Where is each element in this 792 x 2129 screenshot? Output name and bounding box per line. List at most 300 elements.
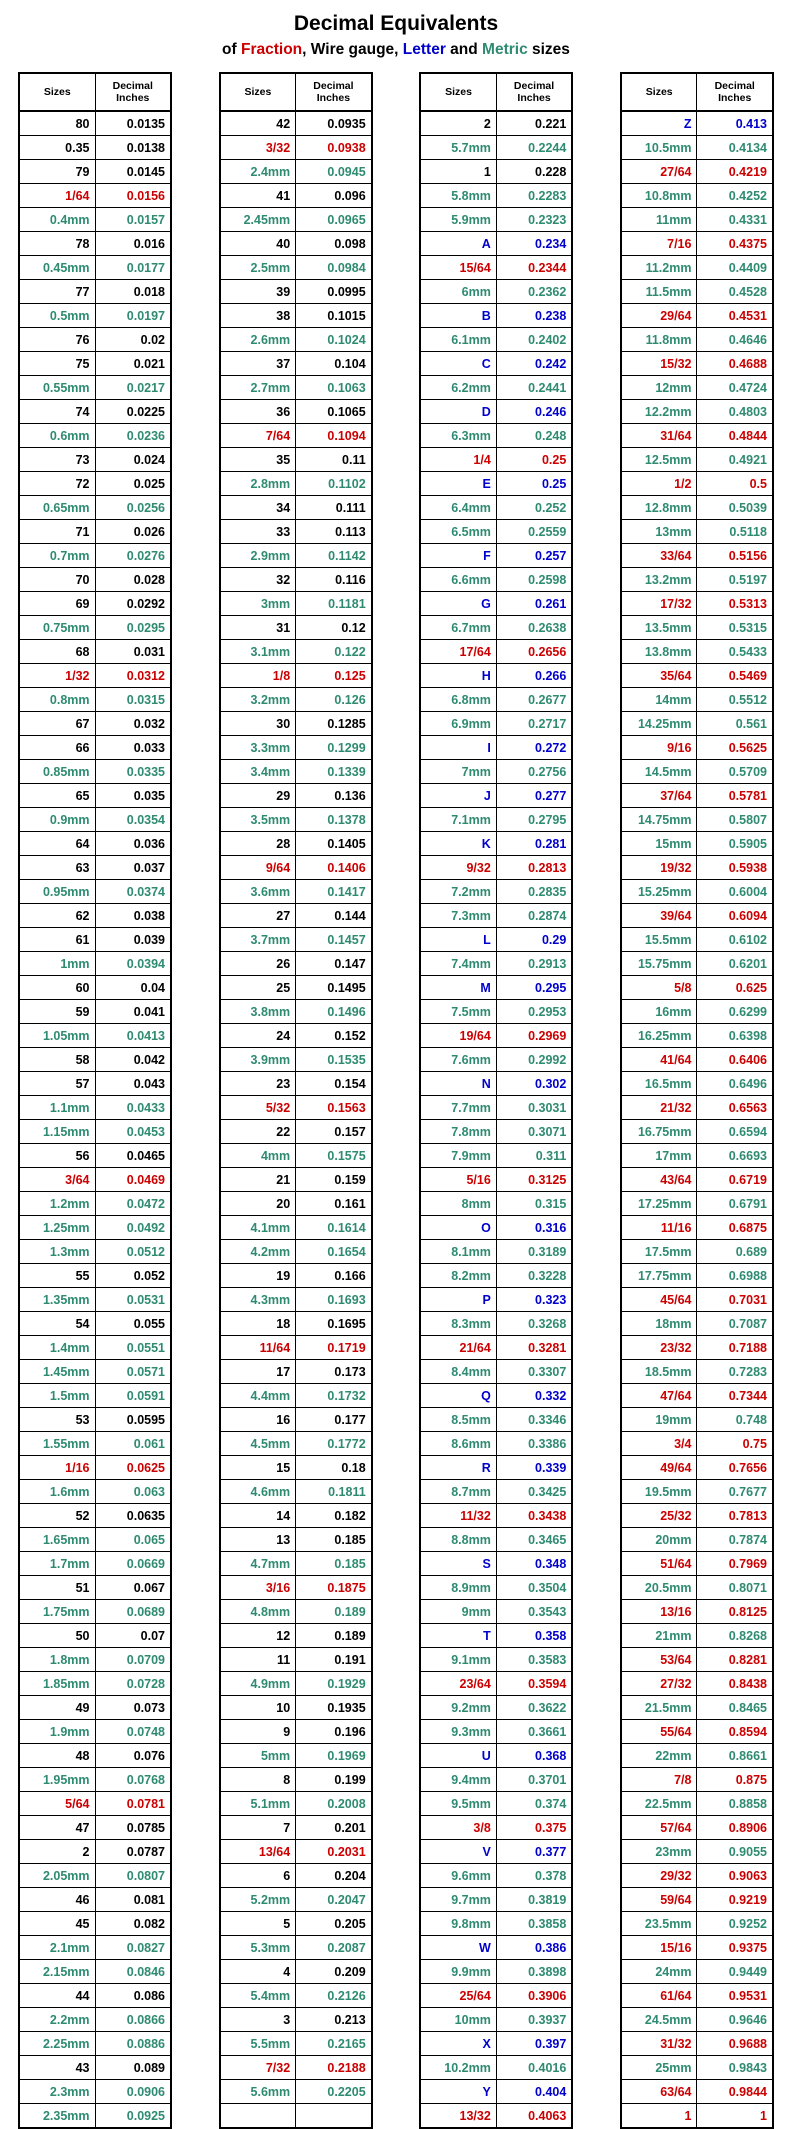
table-row	[621, 280, 773, 304]
decimal-inches-cell: 0.173	[296, 1360, 372, 1384]
header-sizes: Sizes	[420, 73, 496, 111]
table-row	[220, 1624, 372, 1648]
table-row	[220, 1336, 372, 1360]
decimal-inches-cell: 0.031	[95, 640, 171, 664]
table-row	[19, 208, 171, 232]
decimal-inches-cell: 0.1654	[296, 1240, 372, 1264]
table-row	[621, 1312, 773, 1336]
decimal-inches-cell: 0.2559	[496, 520, 572, 544]
size-cell: 0.5mm	[19, 304, 95, 328]
size-cell: 25mm	[621, 2056, 697, 2080]
decimal-inches-cell: 0.185	[296, 1552, 372, 1576]
size-cell: 39	[220, 280, 296, 304]
size-cell: 2.7mm	[220, 376, 296, 400]
decimal-inches-cell: 0.2205	[296, 2080, 372, 2104]
table-row	[621, 1600, 773, 1624]
decimal-inches-cell: 0.0938	[296, 136, 372, 160]
decimal-inches-cell: 0.0177	[95, 256, 171, 280]
size-cell: V	[420, 1840, 496, 1864]
decimal-inches-cell: 0.113	[296, 520, 372, 544]
size-cell: 27	[220, 904, 296, 928]
size-cell: 7/32	[220, 2056, 296, 2080]
size-cell: 24.5mm	[621, 2008, 697, 2032]
size-cell: 3.7mm	[220, 928, 296, 952]
decimal-inches-cell: 0.0256	[95, 496, 171, 520]
size-cell: 49/64	[621, 1456, 697, 1480]
table-row	[621, 232, 773, 256]
size-cell: 2.35mm	[19, 2104, 95, 2129]
size-cell: 1/64	[19, 184, 95, 208]
decimal-inches-cell: 0.1495	[296, 976, 372, 1000]
table-row	[19, 256, 171, 280]
decimal-inches-cell: 0.7656	[697, 1456, 773, 1480]
table-row	[621, 544, 773, 568]
table-header-row	[19, 73, 171, 111]
decimal-inches-cell: 0.0354	[95, 808, 171, 832]
decimal-inches-cell: 0.0453	[95, 1120, 171, 1144]
table-row	[621, 304, 773, 328]
decimal-inches-cell: 0.6719	[697, 1168, 773, 1192]
table-row	[19, 472, 171, 496]
decimal-inches-cell: 0.1772	[296, 1432, 372, 1456]
decimal-inches-cell: 0.3438	[496, 1504, 572, 1528]
size-cell: 10	[220, 1696, 296, 1720]
decimal-inches-cell: 0.4409	[697, 256, 773, 280]
decimal-inches-cell: 0.4528	[697, 280, 773, 304]
decimal-inches-cell: 0.311	[496, 1144, 572, 1168]
size-cell: 31/32	[621, 2032, 697, 2056]
size-cell: 0.85mm	[19, 760, 95, 784]
table-row	[220, 1168, 372, 1192]
decimal-inches-cell: 0.4331	[697, 208, 773, 232]
decimal-inches-cell: 0.261	[496, 592, 572, 616]
decimal-inches-cell: 0.111	[296, 496, 372, 520]
size-cell: E	[420, 472, 496, 496]
table-row	[220, 664, 372, 688]
table-row	[621, 208, 773, 232]
size-cell: 47/64	[621, 1384, 697, 1408]
size-cell: 9.4mm	[420, 1768, 496, 1792]
decimal-inches-cell: 0.8594	[697, 1720, 773, 1744]
size-cell: 11/16	[621, 1216, 697, 1240]
size-cell: 15/32	[621, 352, 697, 376]
size-cell: 3.6mm	[220, 880, 296, 904]
size-cell: 1.9mm	[19, 1720, 95, 1744]
size-cell: 29/32	[621, 1864, 697, 1888]
decimal-inches-cell: 0.1024	[296, 328, 372, 352]
table-row	[19, 1168, 171, 1192]
table-row	[220, 1312, 372, 1336]
decimal-inches-cell: 0.161	[296, 1192, 372, 1216]
size-cell: 21	[220, 1168, 296, 1192]
header-sizes: Sizes	[19, 73, 95, 111]
table-row	[19, 1360, 171, 1384]
decimal-inches-cell: 0.5039	[697, 496, 773, 520]
subtitle-wire-gauge: Wire gauge	[310, 41, 395, 58]
table-row	[621, 1432, 773, 1456]
size-cell: 1.7mm	[19, 1552, 95, 1576]
size-cell: 75	[19, 352, 95, 376]
decimal-inches-cell: 0.0145	[95, 160, 171, 184]
decimal-inches-cell: 0.3661	[496, 1720, 572, 1744]
table-row	[220, 1240, 372, 1264]
size-cell: 5/32	[220, 1096, 296, 1120]
size-cell: 19.5mm	[621, 1480, 697, 1504]
decimal-inches-cell: 0.096	[296, 184, 372, 208]
decimal-inches-cell: 0.2031	[296, 1840, 372, 1864]
size-cell: 2.5mm	[220, 256, 296, 280]
decimal-inches-cell: 0.0625	[95, 1456, 171, 1480]
decimal-inches-cell: 0.2344	[496, 256, 572, 280]
table-row	[420, 1912, 572, 1936]
size-cell: 7/16	[621, 232, 697, 256]
decimal-inches-cell: 0.6594	[697, 1120, 773, 1144]
header-decimal-inches	[697, 73, 773, 111]
decimal-inches-cell: 0.281	[496, 832, 572, 856]
size-cell: 13.2mm	[621, 568, 697, 592]
table-row	[19, 592, 171, 616]
size-cell: 34	[220, 496, 296, 520]
table-row	[621, 904, 773, 928]
size-cell: 51/64	[621, 1552, 697, 1576]
size-cell: 19mm	[621, 1408, 697, 1432]
decimal-inches-cell: 0.4375	[697, 232, 773, 256]
table-row	[420, 1984, 572, 2008]
decimal-inches-cell: 0.228	[496, 160, 572, 184]
table-row	[19, 1576, 171, 1600]
decimal-inches-cell: 0.0768	[95, 1768, 171, 1792]
size-cell: A	[420, 232, 496, 256]
decimal-inches-cell: 0.3125	[496, 1168, 572, 1192]
table-row	[420, 1672, 572, 1696]
table-row	[621, 1576, 773, 1600]
table-row	[621, 712, 773, 736]
table-row	[19, 1888, 171, 1912]
table-row	[19, 2032, 171, 2056]
decimal-inches-cell: 0.2992	[496, 1048, 572, 1072]
table-row	[19, 1912, 171, 1936]
subtitle-metric: Metric	[482, 41, 528, 58]
table-row	[220, 2104, 372, 2129]
table-row	[220, 568, 372, 592]
size-cell: 17.25mm	[621, 1192, 697, 1216]
decimal-inches-cell: 0.8438	[697, 1672, 773, 1696]
decimal-inches-cell: 0.4646	[697, 328, 773, 352]
decimal-inches-cell: 0.081	[95, 1888, 171, 1912]
table-row	[420, 1768, 572, 1792]
table-row	[621, 1768, 773, 1792]
decimal-inches-cell: 0.2047	[296, 1888, 372, 1912]
size-cell: 11	[220, 1648, 296, 1672]
decimal-inches-cell: 0.1142	[296, 544, 372, 568]
decimal-inches-cell: 0.1339	[296, 760, 372, 784]
size-cell: 77	[19, 280, 95, 304]
table-row	[420, 1480, 572, 1504]
decimal-inches-cell: 0.7188	[697, 1336, 773, 1360]
size-cell: T	[420, 1624, 496, 1648]
table-row	[621, 376, 773, 400]
size-cell: 4.7mm	[220, 1552, 296, 1576]
decimal-inches-cell: 0.032	[95, 712, 171, 736]
size-cell: 0.75mm	[19, 616, 95, 640]
table-row	[621, 520, 773, 544]
table-row	[420, 520, 572, 544]
size-cell: I	[420, 736, 496, 760]
size-cell: 8.4mm	[420, 1360, 496, 1384]
table-row	[19, 712, 171, 736]
decimal-inches-cell: 0.3583	[496, 1648, 572, 1672]
size-cell: 14mm	[621, 688, 697, 712]
decimal-inches-cell: 0.0472	[95, 1192, 171, 1216]
size-cell: 19	[220, 1264, 296, 1288]
table-row	[621, 448, 773, 472]
size-cell: 2.45mm	[220, 208, 296, 232]
size-cell: 7.1mm	[420, 808, 496, 832]
decimal-inches-cell: 0.6791	[697, 1192, 773, 1216]
table-row	[19, 616, 171, 640]
table-row	[19, 1864, 171, 1888]
size-cell: 57	[19, 1072, 95, 1096]
table-row	[220, 184, 372, 208]
size-cell: R	[420, 1456, 496, 1480]
decimal-inches-cell: 0.0591	[95, 1384, 171, 1408]
decimal-inches-cell: 0.021	[95, 352, 171, 376]
table-row	[621, 1960, 773, 1984]
table-row	[420, 1384, 572, 1408]
table-row	[420, 1432, 572, 1456]
table-row	[420, 1744, 572, 1768]
size-cell: 1.75mm	[19, 1600, 95, 1624]
table-row	[621, 640, 773, 664]
decimal-inches-cell: 0.04	[95, 976, 171, 1000]
decimal-inches-cell: 0.3937	[496, 2008, 572, 2032]
size-cell: 3mm	[220, 592, 296, 616]
table-row	[220, 1120, 372, 1144]
size-cell: 12.8mm	[621, 496, 697, 520]
size-cell: 37	[220, 352, 296, 376]
size-cell: 5.2mm	[220, 1888, 296, 1912]
size-cell: 22	[220, 1120, 296, 1144]
decimal-inches-cell: 0.035	[95, 784, 171, 808]
size-cell: 8.8mm	[420, 1528, 496, 1552]
table-row	[621, 1744, 773, 1768]
size-cell: 3/4	[621, 1432, 697, 1456]
table-row	[19, 1840, 171, 1864]
table-row	[220, 328, 372, 352]
table-row	[19, 328, 171, 352]
size-cell: 7	[220, 1816, 296, 1840]
size-cell: 0.45mm	[19, 256, 95, 280]
table-row	[220, 880, 372, 904]
table-row	[220, 2008, 372, 2032]
size-cell: 41	[220, 184, 296, 208]
decimal-inches-cell: 0.038	[95, 904, 171, 928]
size-cell: 14.5mm	[621, 760, 697, 784]
decimal-inches-cell: 0.1102	[296, 472, 372, 496]
table-row	[420, 1024, 572, 1048]
size-cell: K	[420, 832, 496, 856]
size-cell: 2.4mm	[220, 160, 296, 184]
table-row	[621, 2008, 773, 2032]
size-cell: 9.7mm	[420, 1888, 496, 1912]
decimal-inches-cell: 0.397	[496, 2032, 572, 2056]
decimal-inches-cell: 0.0945	[296, 160, 372, 184]
decimal-inches-cell: 0.4531	[697, 304, 773, 328]
size-cell: 13.5mm	[621, 616, 697, 640]
size-cell: 68	[19, 640, 95, 664]
table-row	[220, 1528, 372, 1552]
table-row	[220, 1408, 372, 1432]
size-cell: 69	[19, 592, 95, 616]
size-cell: 55/64	[621, 1720, 697, 1744]
size-cell: 1.25mm	[19, 1216, 95, 1240]
table-row	[220, 952, 372, 976]
table-row	[220, 1696, 372, 1720]
size-cell: 51	[19, 1576, 95, 1600]
table-row	[220, 1840, 372, 1864]
decimal-inches-cell: 0.0315	[95, 688, 171, 712]
decimal-inches-cell: 0.0551	[95, 1336, 171, 1360]
size-cell: W	[420, 1936, 496, 1960]
decimal-inches-cell: 0.4724	[697, 376, 773, 400]
decimal-inches-cell: 0.9646	[697, 2008, 773, 2032]
table-row	[420, 880, 572, 904]
decimal-inches-cell: 0.104	[296, 352, 372, 376]
table-row	[19, 520, 171, 544]
decimal-inches-cell: 0.8071	[697, 1576, 773, 1600]
table-row	[19, 784, 171, 808]
decimal-inches-cell: 0.152	[296, 1024, 372, 1048]
size-cell: 3/8	[420, 1816, 496, 1840]
decimal-inches-cell: 0.016	[95, 232, 171, 256]
size-cell: Y	[420, 2080, 496, 2104]
table-row	[220, 616, 372, 640]
table-row	[621, 2080, 773, 2104]
decimal-inches-cell: 0.205	[296, 1912, 372, 1936]
decimal-inches-cell: 0.0156	[95, 184, 171, 208]
decimal-inches-cell: 0.1406	[296, 856, 372, 880]
size-cell: 27/64	[621, 160, 697, 184]
table-row	[621, 1192, 773, 1216]
subtitle-suffix: sizes	[527, 41, 570, 58]
table-row	[420, 2056, 572, 2080]
table-row	[420, 664, 572, 688]
decimal-inches-cell: 0.2244	[496, 136, 572, 160]
size-cell: 6.7mm	[420, 616, 496, 640]
decimal-inches-cell: 0.189	[296, 1624, 372, 1648]
table-row	[220, 1456, 372, 1480]
decimal-inches-cell: 0.295	[496, 976, 572, 1000]
decimal-inches-cell: 0.1285	[296, 712, 372, 736]
decimal-inches-cell: 0.042	[95, 1048, 171, 1072]
decimal-inches-cell: 0.0225	[95, 400, 171, 424]
table-row	[220, 1144, 372, 1168]
decimal-inches-cell: 0.5625	[697, 736, 773, 760]
decimal-inches-cell: 0.3594	[496, 1672, 572, 1696]
size-cell: 8.7mm	[420, 1480, 496, 1504]
decimal-inches-cell: 0.1693	[296, 1288, 372, 1312]
decimal-inches-cell: 0.6004	[697, 880, 773, 904]
size-cell: 25/64	[420, 1984, 496, 2008]
table-row	[220, 784, 372, 808]
size-cell: 24mm	[621, 1960, 697, 1984]
decimal-inches-cell: 0.3268	[496, 1312, 572, 1336]
size-cell: 10.8mm	[621, 184, 697, 208]
subtitle-prefix: of	[222, 41, 241, 58]
decimal-inches-cell: 0.2656	[496, 640, 572, 664]
table-row	[420, 1408, 572, 1432]
table-row	[621, 688, 773, 712]
table-row	[420, 856, 572, 880]
size-cell: 50	[19, 1624, 95, 1648]
decimal-inches-cell: 0.125	[296, 664, 372, 688]
size-cell: 0.55mm	[19, 376, 95, 400]
table-row	[19, 448, 171, 472]
table-row	[621, 472, 773, 496]
header-decimal-line-2: Inches	[718, 92, 752, 104]
size-cell: 7/8	[621, 1768, 697, 1792]
decimal-inches-cell: 0.5433	[697, 640, 773, 664]
decimal-inches-cell: 0.0935	[296, 111, 372, 136]
size-cell: 5/64	[19, 1792, 95, 1816]
table-row	[19, 1072, 171, 1096]
decimal-inches-cell: 0.2874	[496, 904, 572, 928]
size-cell: 12.2mm	[621, 400, 697, 424]
decimal-inches-cell: 0.75	[697, 1432, 773, 1456]
decimal-inches-cell: 0.5938	[697, 856, 773, 880]
size-cell: 11.2mm	[621, 256, 697, 280]
size-cell: 1.3mm	[19, 1240, 95, 1264]
decimal-inches-cell: 0.154	[296, 1072, 372, 1096]
table-row	[420, 376, 572, 400]
size-cell: 2.1mm	[19, 1936, 95, 1960]
decimal-inches-cell: 0.7813	[697, 1504, 773, 1528]
table-row	[420, 1312, 572, 1336]
table-row	[621, 952, 773, 976]
decimal-inches-cell: 0.4016	[496, 2056, 572, 2080]
size-cell: 17/32	[621, 592, 697, 616]
size-cell: 9.3mm	[420, 1720, 496, 1744]
table-row	[220, 1576, 372, 1600]
size-cell: 0.4mm	[19, 208, 95, 232]
table-row	[621, 1720, 773, 1744]
size-cell: 5	[220, 1912, 296, 1936]
size-cell: 21.5mm	[621, 1696, 697, 1720]
decimal-inches-cell: 0.0984	[296, 256, 372, 280]
size-cell: 2	[19, 1840, 95, 1864]
decimal-inches-cell: 0.1535	[296, 1048, 372, 1072]
table-row	[420, 256, 572, 280]
table-row	[420, 1576, 572, 1600]
table-row	[220, 1936, 372, 1960]
header-decimal-line-2: Inches	[116, 92, 150, 104]
decimal-inches-cell: 0.1969	[296, 1744, 372, 1768]
decimal-inches-cell: 0.348	[496, 1552, 572, 1576]
table-row	[621, 352, 773, 376]
decimal-inches-cell: 0.0292	[95, 592, 171, 616]
size-cell: 11mm	[621, 208, 697, 232]
decimal-inches-cell: 0.8281	[697, 1648, 773, 1672]
decimal-inches-cell: 0.4688	[697, 352, 773, 376]
table-row	[621, 1048, 773, 1072]
decimal-inches-cell: 0.024	[95, 448, 171, 472]
decimal-inches-cell: 0.043	[95, 1072, 171, 1096]
decimal-inches-cell: 0.2087	[296, 1936, 372, 1960]
table-row	[621, 1168, 773, 1192]
size-cell: 1mm	[19, 952, 95, 976]
size-cell: 4.4mm	[220, 1384, 296, 1408]
table-row	[420, 1528, 572, 1552]
